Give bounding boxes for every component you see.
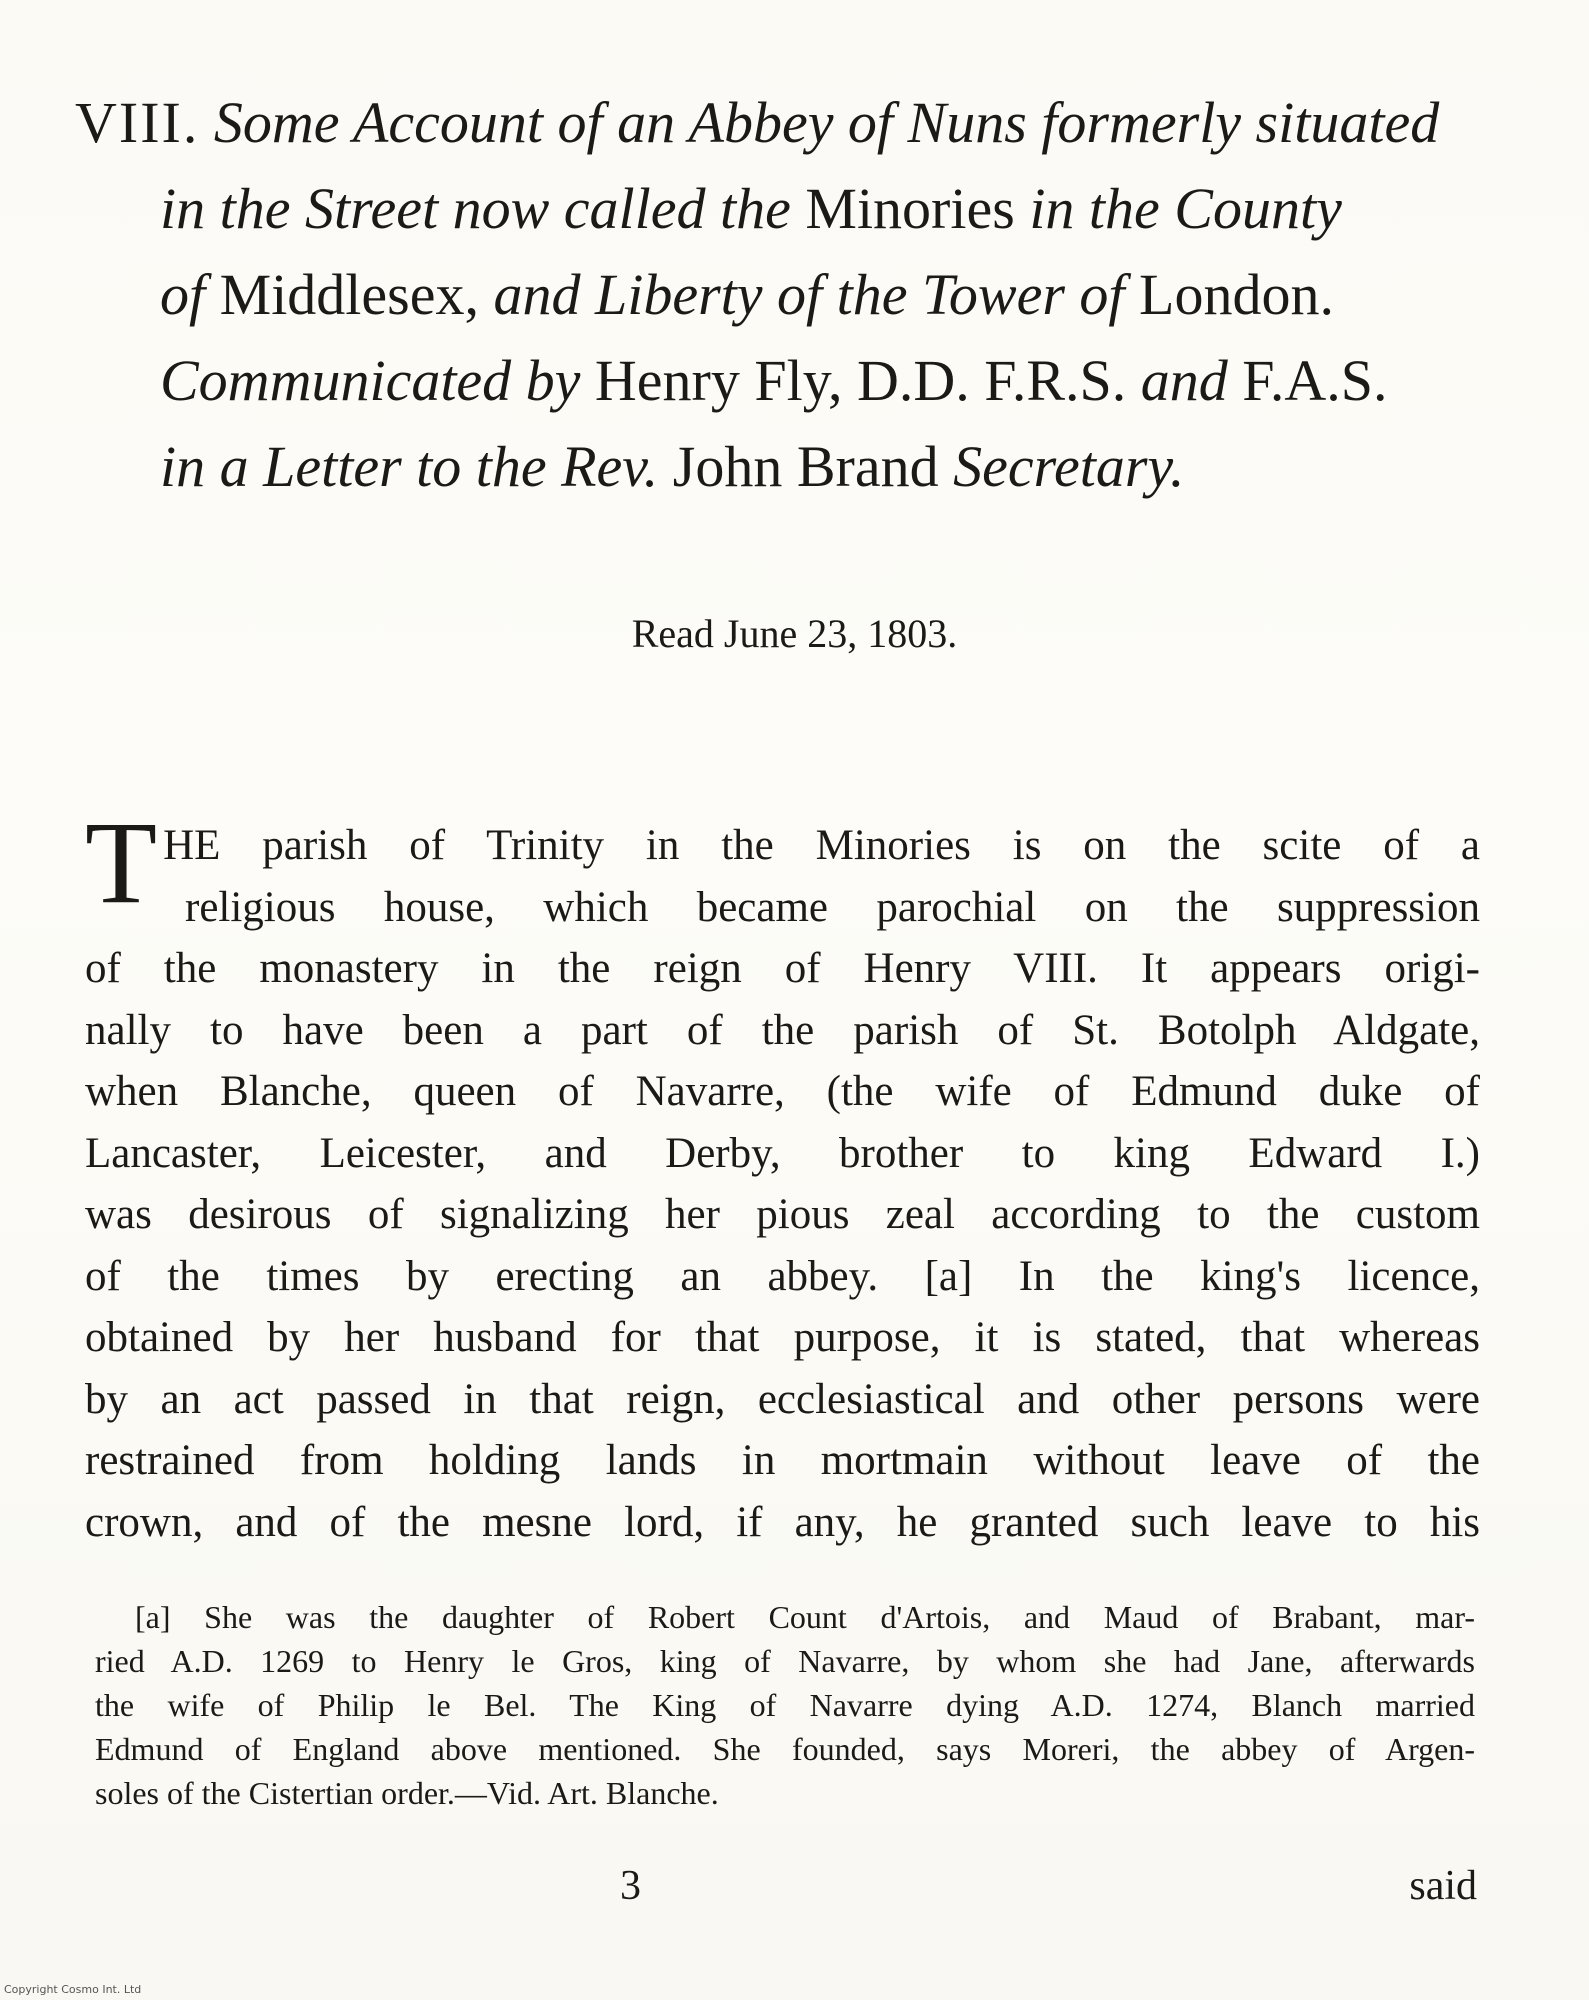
title-line-1: VIII. Some Account of an Abbey of Nuns formerly situated [75,90,1440,155]
title-line-5: in a Letter to the Rev. John Brand Secretary. [160,434,1185,499]
body-line: nally to have been a part of the parish of St. Botolph Aldgate, [85,1006,1480,1054]
body-line: HE parish of Trinity in the Minories is on the scite of a [163,822,1480,869]
body-line: of the times by erecting an abbey. [a] In the king's licence, [85,1252,1480,1300]
copyright-notice: Copyright Cosmo Int. Ltd [4,1983,142,1996]
body-line: obtained by her husband for that purpose, it is stated, that whereas [85,1314,1480,1361]
body-line: restrained from holding lands in mortmain without leave of the [85,1437,1480,1484]
page-number: 3 [620,1863,641,1909]
body-line: was desirous of signalizing her pious zeal according to the custom [85,1191,1480,1238]
footnote-line: [a] She was the daughter of Robert Count d'Artois, and Maud of Brabant, mar- [135,1599,1475,1635]
article-number: VIII. [75,90,200,155]
body-line: by an act passed in that reign, ecclesiastical and other persons were [85,1375,1480,1423]
body-line: of the monastery in the reign of Henry VIII. It appears origi- [85,945,1480,992]
body-line: religious house, which became parochial on the suppression [185,883,1480,931]
body-text [85,797,1480,1553]
footnote-line: soles of the Cistertian order.—Vid. Art. Blanche. [95,1775,719,1811]
footnote [95,1595,1475,1815]
title-line-3: of Middlesex, and Liberty of the Tower of London. [160,262,1334,327]
body-line: crown, and of the mesne lord, if any, he granted such leave to his [85,1498,1480,1546]
article-title [75,80,1485,510]
body-line: Lancaster, Leicester, and Derby, brother to king Edward I.) [85,1129,1480,1177]
drop-cap: T [85,797,158,928]
title-line-4: Communicated by Henry Fly, D.D. F.R.S. and F.A.S. [160,348,1388,413]
footnote-line: Edmund of England above mentioned. She founded, says Moreri, the abbey of Argen- [95,1731,1475,1767]
footnote-line: the wife of Philip le Bel. The King of Navarre dying A.D. 1274, Blanch married [95,1687,1475,1723]
title-line-2: in the Street now called the Minories in the County [160,176,1342,241]
read-date: Read June 23, 1803. [631,611,958,656]
footnote-line: ried A.D. 1269 to Henry le Gros, king of Navarre, by whom she had Jane, afterwards [95,1643,1475,1679]
body-line: when Blanche, queen of Navarre, (the wife of Edmund duke of [85,1068,1480,1115]
catchword: said [1409,1863,1477,1909]
